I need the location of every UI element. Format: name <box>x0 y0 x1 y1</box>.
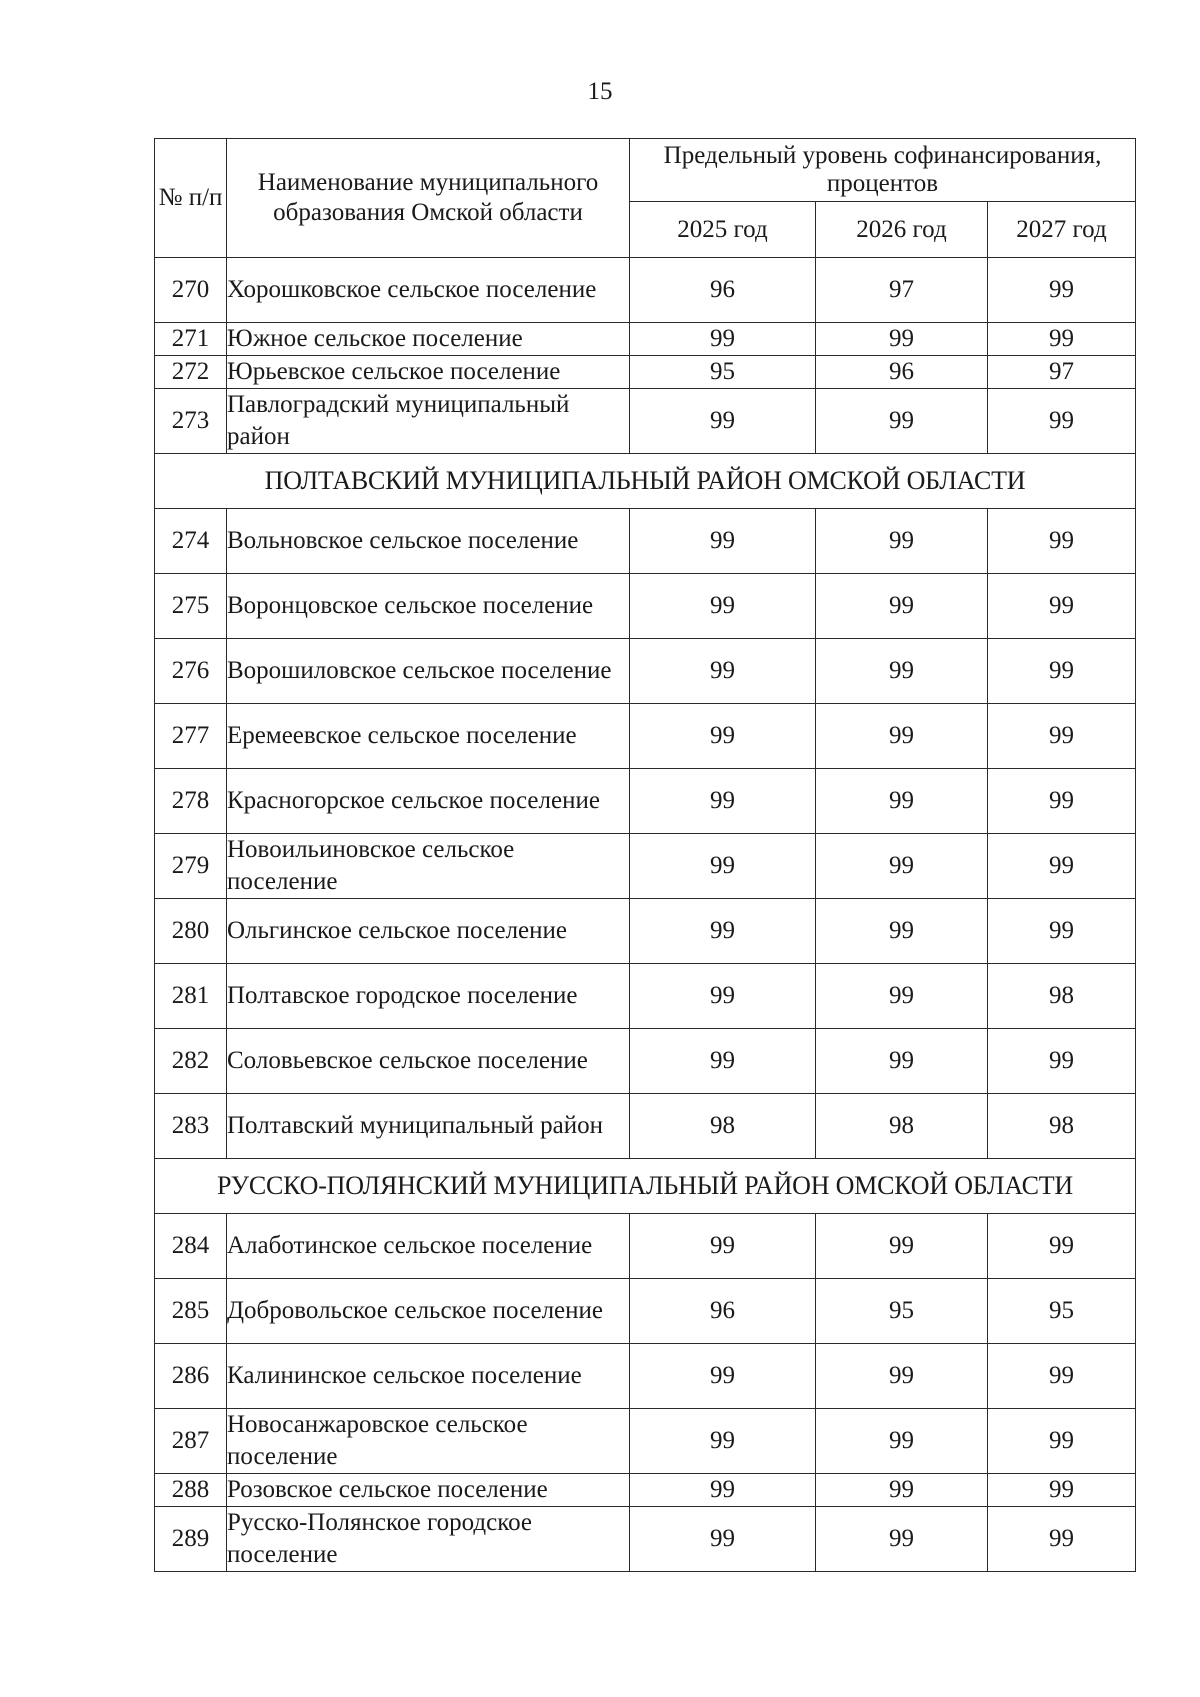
value-2027: 99 <box>988 1029 1136 1094</box>
table-row <box>155 639 1136 704</box>
table-row <box>155 1029 1136 1094</box>
value-2026: 95 <box>816 1279 988 1344</box>
table-row <box>155 1344 1136 1409</box>
value-2025: 99 <box>630 769 816 834</box>
municipality-name: Южное сельское поселение <box>227 323 630 356</box>
row-number: 284 <box>155 1214 227 1279</box>
table-row <box>155 1214 1136 1279</box>
value-2026: 99 <box>816 1409 988 1474</box>
value-2027: 99 <box>988 258 1136 323</box>
municipality-name: Алаботинское сельское поселение <box>227 1214 630 1279</box>
table-row <box>155 1474 1136 1507</box>
municipality-name: Русско-Полянское городское поселение <box>227 1507 630 1572</box>
header-municipality-name: Наименование муниципального образования Омской области <box>227 139 630 258</box>
table-row <box>155 704 1136 769</box>
row-number: 281 <box>155 964 227 1029</box>
value-2027: 99 <box>988 899 1136 964</box>
municipality-name: Новоильиновское сельское поселение <box>227 834 630 899</box>
value-2027: 99 <box>988 1344 1136 1409</box>
municipality-name: Калининское сельское поселение <box>227 1344 630 1409</box>
row-number: 279 <box>155 834 227 899</box>
value-2026: 99 <box>816 704 988 769</box>
value-2027: 99 <box>988 1507 1136 1572</box>
value-2027: 99 <box>988 834 1136 899</box>
value-2026: 99 <box>816 834 988 899</box>
value-2025: 99 <box>630 1409 816 1474</box>
table-row <box>155 1409 1136 1474</box>
value-2027: 99 <box>988 323 1136 356</box>
row-number: 276 <box>155 639 227 704</box>
municipality-name: Полтавский муниципальный район <box>227 1094 630 1159</box>
value-2026: 99 <box>816 1344 988 1409</box>
table-row <box>155 574 1136 639</box>
row-number: 277 <box>155 704 227 769</box>
table-row <box>155 964 1136 1029</box>
table-row <box>155 834 1136 899</box>
value-2025: 99 <box>630 899 816 964</box>
value-2026: 97 <box>816 258 988 323</box>
section-row <box>155 454 1136 509</box>
table-row <box>155 1094 1136 1159</box>
value-2026: 99 <box>816 323 988 356</box>
page-number: 15 <box>587 78 613 105</box>
value-2027: 99 <box>988 1409 1136 1474</box>
municipality-name: Полтавское городское поселение <box>227 964 630 1029</box>
value-2025: 99 <box>630 834 816 899</box>
value-2027: 99 <box>988 639 1136 704</box>
value-2025: 98 <box>630 1094 816 1159</box>
value-2027: 99 <box>988 509 1136 574</box>
section-row <box>155 1159 1136 1214</box>
value-2027: 98 <box>988 1094 1136 1159</box>
municipality-name: Ворошиловское сельское поселение <box>227 639 630 704</box>
row-number: 275 <box>155 574 227 639</box>
municipality-name: Новосанжаровское сельское поселение <box>227 1409 630 1474</box>
row-number: 288 <box>155 1474 227 1507</box>
municipality-name: Павлоградский муниципальный район <box>227 389 630 454</box>
municipality-name: Соловьевское сельское поселение <box>227 1029 630 1094</box>
row-number: 287 <box>155 1409 227 1474</box>
value-2025: 99 <box>630 1474 816 1507</box>
value-2025: 99 <box>630 389 816 454</box>
row-number: 278 <box>155 769 227 834</box>
header-cofinancing-level: Предельный уровень софинансирования, процентов <box>630 139 1136 202</box>
row-number: 289 <box>155 1507 227 1572</box>
municipality-name: Хорошковское сельское поселение <box>227 258 630 323</box>
row-number: 271 <box>155 323 227 356</box>
municipality-name: Юрьевское сельское поселение <box>227 356 630 389</box>
header-year-2025: 2025 год <box>630 202 816 258</box>
value-2025: 99 <box>630 1344 816 1409</box>
value-2026: 98 <box>816 1094 988 1159</box>
header-year-2026: 2026 год <box>816 202 988 258</box>
table-row <box>155 509 1136 574</box>
table-row <box>155 899 1136 964</box>
value-2027: 97 <box>988 356 1136 389</box>
section-title: РУССКО-ПОЛЯНСКИЙ МУНИЦИПАЛЬНЫЙ РАЙОН ОМСКОЙ ОБЛАСТИ <box>155 1159 1136 1214</box>
table-row <box>155 389 1136 454</box>
value-2026: 99 <box>816 509 988 574</box>
table-row <box>155 1507 1136 1572</box>
row-number: 286 <box>155 1344 227 1409</box>
header-year-2027: 2027 год <box>988 202 1136 258</box>
section-title: ПОЛТАВСКИЙ МУНИЦИПАЛЬНЫЙ РАЙОН ОМСКОЙ ОБЛАСТИ <box>155 454 1136 509</box>
row-number: 273 <box>155 389 227 454</box>
value-2026: 96 <box>816 356 988 389</box>
value-2027: 99 <box>988 574 1136 639</box>
row-number: 285 <box>155 1279 227 1344</box>
table-row <box>155 1279 1136 1344</box>
municipality-name: Розовское сельское поселение <box>227 1474 630 1507</box>
value-2025: 99 <box>630 639 816 704</box>
value-2027: 99 <box>988 704 1136 769</box>
municipality-name: Ольгинское сельское поселение <box>227 899 630 964</box>
value-2026: 99 <box>816 1029 988 1094</box>
value-2025: 99 <box>630 1029 816 1094</box>
value-2025: 96 <box>630 1279 816 1344</box>
value-2025: 99 <box>630 1507 816 1572</box>
value-2026: 99 <box>816 389 988 454</box>
value-2026: 99 <box>816 639 988 704</box>
value-2026: 99 <box>816 1474 988 1507</box>
value-2025: 95 <box>630 356 816 389</box>
municipality-name: Красногорское сельское поселение <box>227 769 630 834</box>
value-2027: 95 <box>988 1279 1136 1344</box>
value-2026: 99 <box>816 1507 988 1572</box>
municipality-name: Вольновское сельское поселение <box>227 509 630 574</box>
row-number: 280 <box>155 899 227 964</box>
value-2027: 99 <box>988 769 1136 834</box>
row-number: 283 <box>155 1094 227 1159</box>
value-2025: 99 <box>630 964 816 1029</box>
value-2026: 99 <box>816 964 988 1029</box>
value-2026: 99 <box>816 899 988 964</box>
table-row <box>155 258 1136 323</box>
value-2027: 99 <box>988 1214 1136 1279</box>
value-2027: 99 <box>988 1474 1136 1507</box>
municipality-name: Воронцовское сельское поселение <box>227 574 630 639</box>
table-row <box>155 323 1136 356</box>
value-2025: 99 <box>630 574 816 639</box>
table-row <box>155 769 1136 834</box>
value-2027: 98 <box>988 964 1136 1029</box>
row-number: 282 <box>155 1029 227 1094</box>
value-2025: 99 <box>630 704 816 769</box>
value-2026: 99 <box>816 1214 988 1279</box>
table-header <box>155 139 1136 258</box>
value-2025: 99 <box>630 509 816 574</box>
value-2026: 99 <box>816 769 988 834</box>
header-number: № п/п <box>155 139 227 258</box>
row-number: 274 <box>155 509 227 574</box>
row-number: 272 <box>155 356 227 389</box>
table-row <box>155 356 1136 389</box>
cofinancing-table <box>154 138 1136 1572</box>
municipality-name: Добровольское сельское поселение <box>227 1279 630 1344</box>
value-2025: 99 <box>630 323 816 356</box>
table-body <box>155 258 1136 1572</box>
municipality-name: Еремеевское сельское поселение <box>227 704 630 769</box>
value-2026: 99 <box>816 574 988 639</box>
value-2025: 99 <box>630 1214 816 1279</box>
value-2027: 99 <box>988 389 1136 454</box>
value-2025: 96 <box>630 258 816 323</box>
row-number: 270 <box>155 258 227 323</box>
